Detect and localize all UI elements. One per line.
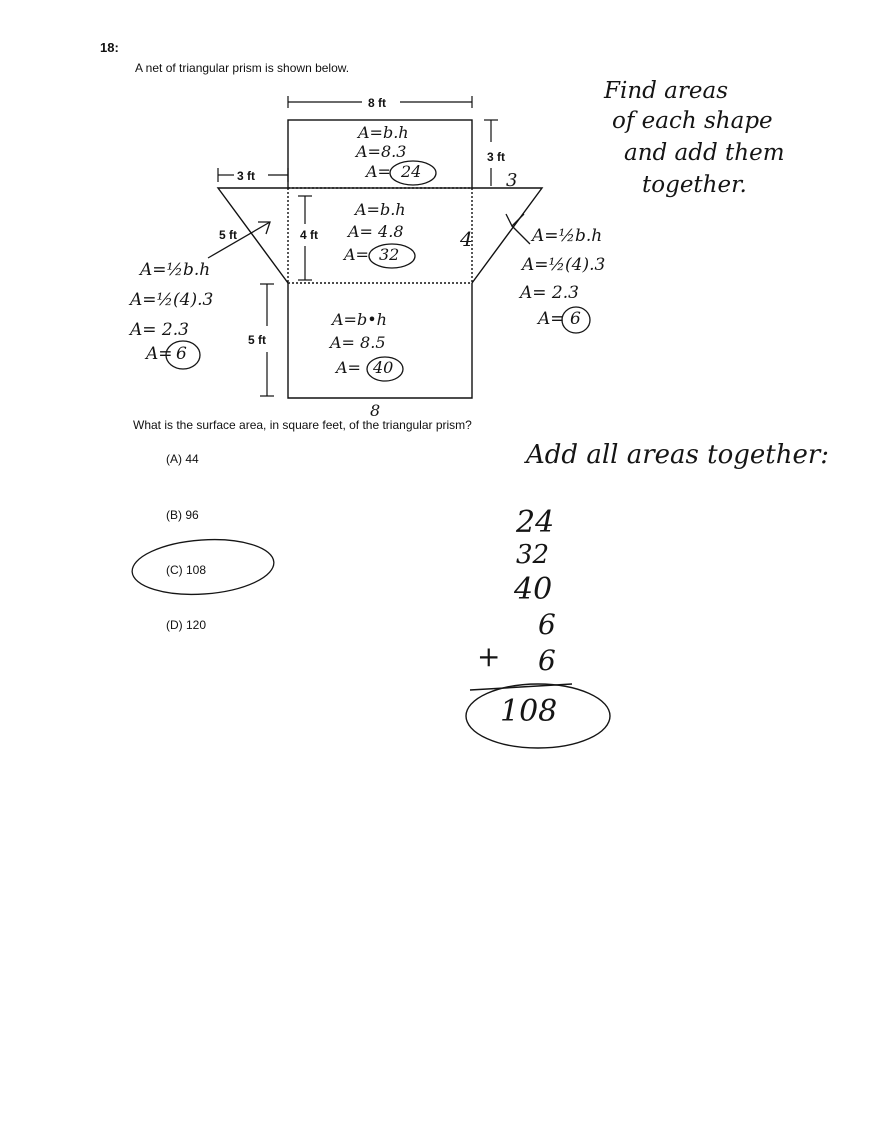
hw-mid-line-2: A= 4.8 [348, 222, 404, 241]
choice-c[interactable]: (C) 108 [166, 563, 207, 577]
hw-right-line-4: A= [538, 309, 565, 329]
hw-bottom-line-2: A= 8.5 [330, 333, 386, 352]
hw-plus-sign: + [477, 640, 501, 673]
middle-height-label: 4 ft [300, 228, 318, 242]
question-number: 18: [100, 40, 119, 55]
hw-note-line-2: of each shape [612, 108, 773, 134]
hw-top-line-3: A= [366, 162, 391, 181]
hw-right-line-1: A=½b.h [532, 226, 603, 246]
hw-right-answer: 6 [570, 309, 581, 329]
left-offset-label: 3 ft [237, 169, 255, 183]
choice-a[interactable]: (A) 44 [166, 452, 199, 466]
hw-sum-result: 108 [500, 694, 558, 729]
question-intro: A net of triangular prism is shown below. [135, 61, 350, 75]
hw-sum-term-5: 6 [538, 644, 556, 677]
hw-left-line-1: A=½b.h [140, 260, 211, 280]
bottom-height-label: 5 ft [248, 333, 266, 347]
hw-top-answer: 24 [401, 162, 422, 181]
left-triangle-arrow [208, 222, 270, 258]
hw-bottom-line-1: A=b•h [332, 310, 387, 329]
hw-mid-answer: 32 [379, 245, 400, 264]
hw-sum-term-3: 40 [514, 572, 553, 607]
hw-note-line-1: Find areas [604, 78, 728, 104]
hw-right-line-3: A= 2.3 [520, 283, 579, 303]
hw-note-line-4: together. [642, 172, 747, 198]
question-prompt: What is the surface area, in square feet, of the triangular prism? [133, 418, 472, 432]
hw-sum-term-2: 32 [516, 540, 550, 570]
top-width-label: 8 ft [368, 96, 386, 110]
hw-bottom-answer: 40 [373, 358, 394, 377]
hw-left-answer: 6 [176, 344, 187, 364]
hw-right-4: 4 [460, 227, 473, 251]
hw-left-line-4: A= [146, 344, 173, 364]
hw-sum-title: Add all areas together: [526, 440, 830, 470]
hw-top-line-2: A=8.3 [356, 142, 407, 161]
hw-right-line-2: A=½(4).3 [522, 255, 606, 275]
hw-left-line-3: A= 2.3 [130, 320, 189, 340]
slant-label: 5 ft [219, 228, 237, 242]
hw-note-line-3: and add them [624, 140, 785, 166]
hw-left-line-2: A=½(4).3 [130, 290, 214, 310]
hw-top-line-1: A=b.h [358, 123, 409, 142]
hw-sum-term-4: 6 [538, 608, 556, 641]
choice-c-circle [130, 535, 275, 599]
choice-b[interactable]: (B) 96 [166, 508, 199, 522]
hw-bottom-8: 8 [370, 401, 381, 420]
hw-mid-line-1: A=b.h [355, 200, 406, 219]
hw-mid-line-3: A= [344, 245, 369, 264]
choice-d[interactable]: (D) 120 [166, 618, 207, 632]
hw-right-3: 3 [506, 170, 518, 191]
hw-sum-term-1: 24 [516, 505, 555, 540]
right-triangle-mark-line [512, 226, 530, 244]
top-height-label: 3 ft [487, 150, 505, 164]
hw-bottom-line-3: A= [336, 358, 361, 377]
